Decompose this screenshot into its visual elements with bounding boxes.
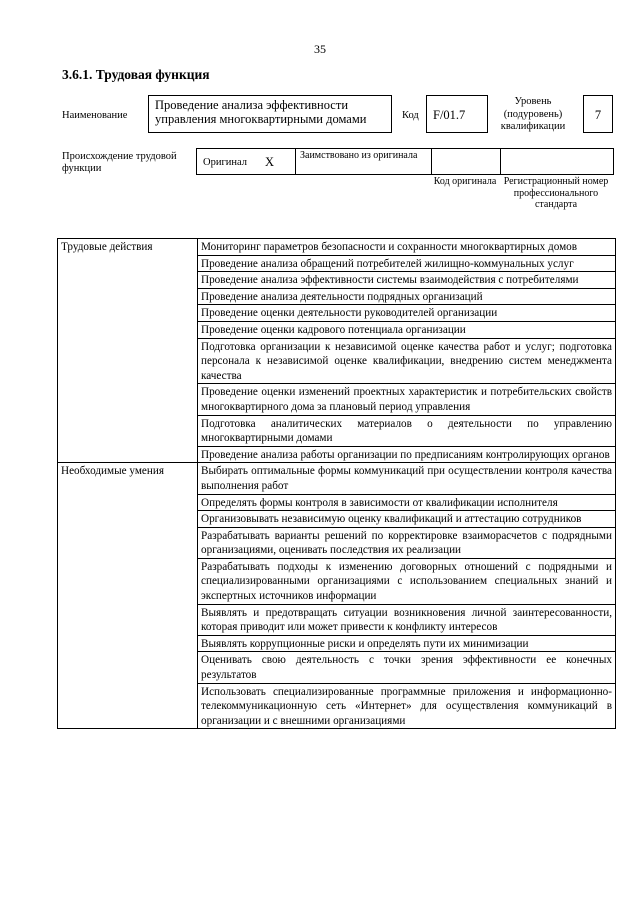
list-item: Подготовка организации к независимой оценке качества работ и услуг; подготовка персонала к независимой оценке квалификации, внедрению систем менеджмента качества bbox=[198, 338, 616, 384]
list-item: Проведение анализа эффективности системы взаимодействия с потребителями bbox=[198, 272, 616, 289]
list-item: Проведение оценки кадрового потенциала организации bbox=[198, 321, 616, 338]
level-value: 7 bbox=[594, 108, 602, 122]
function-name-field bbox=[148, 95, 392, 133]
list-item: Выявлять и предотвращать ситуации возникновения личной заинтересованности, которая приводит или может привести к конфликту интересов bbox=[198, 604, 616, 635]
table-row bbox=[58, 463, 616, 494]
list-item: Проведение анализа работы организации по предписаниям контролирующих органов bbox=[198, 446, 616, 463]
original-label: Оригинал bbox=[203, 157, 247, 168]
list-item: Проведение анализа деятельности подрядных организаций bbox=[198, 288, 616, 305]
function-name-value: Проведение анализа эффективности управления многоквартирными домами bbox=[155, 98, 367, 126]
original-cell bbox=[197, 149, 296, 174]
list-item: Разрабатывать варианты решений по корректировке взаиморасчетов с подрядными организациями, оценивать последствия их реализации bbox=[198, 527, 616, 558]
list-item: Определять формы контроля в зависимости от квалификации исполнителя bbox=[198, 494, 616, 511]
list-item: Проведение оценки деятельности руководителей организации bbox=[198, 305, 616, 322]
origin-label: Происхождение трудовой функции bbox=[62, 151, 177, 174]
page-number: 35 bbox=[314, 42, 326, 56]
level-field bbox=[583, 95, 613, 133]
list-item: Организовывать независимую оценку квалификаций и аттестацию сотрудников bbox=[198, 511, 616, 528]
list-item: Использовать специализированные программные приложения и информационно-телекоммуникационную сеть «Интернет» для осуществления коммуникаций в организации и с внешними организациями bbox=[198, 683, 616, 729]
code-original-cell bbox=[431, 149, 501, 174]
origin-grid bbox=[196, 148, 614, 175]
name-label: Наименование bbox=[62, 110, 128, 121]
labor-function-table bbox=[57, 238, 616, 729]
code-original-caption: Код оригинала bbox=[433, 176, 497, 187]
code-field bbox=[426, 95, 488, 133]
reg-number-cell bbox=[500, 149, 613, 174]
section-title-cell: Трудовые действия bbox=[58, 239, 198, 463]
list-item: Проведение оценки изменений проектных характеристик и потребительских свойств многоквартирного дома за плановый период управления bbox=[198, 384, 616, 415]
original-mark: X bbox=[265, 155, 275, 169]
reg-number-caption: Регистрационный номер профессионального стандарта bbox=[503, 176, 609, 210]
level-label: Уровень (подуровень) квалификации bbox=[500, 96, 566, 132]
code-value: F/01.7 bbox=[433, 108, 466, 122]
code-label: Код bbox=[402, 110, 419, 121]
borrowed-label: Заимствовано из оригинала bbox=[300, 150, 418, 161]
table-row bbox=[58, 239, 616, 256]
list-item: Оценивать свою деятельность с точки зрения эффективности ее конечных результатов bbox=[198, 652, 616, 683]
section-title: 3.6.1. Трудовая функция bbox=[62, 67, 210, 82]
list-item: Подготовка аналитических материалов о деятельности по управлению многоквартирными домами bbox=[198, 415, 616, 446]
list-item: Мониторинг параметров безопасности и сохранности многоквартирных домов bbox=[198, 239, 616, 256]
section-title-cell: Необходимые умения bbox=[58, 463, 198, 729]
list-item: Выбирать оптимальные формы коммуникаций при осуществлении контроля качества выполнения работ bbox=[198, 463, 616, 494]
list-item: Проведение анализа обращений потребителей жилищно-коммунальных услуг bbox=[198, 255, 616, 272]
list-item: Разрабатывать подходы к изменению договорных отношений с подрядными и специализированными организациями с использованием специальных знаний и экспертных источников информации bbox=[198, 558, 616, 604]
list-item: Выявлять коррупционные риски и определять пути их минимизации bbox=[198, 635, 616, 652]
